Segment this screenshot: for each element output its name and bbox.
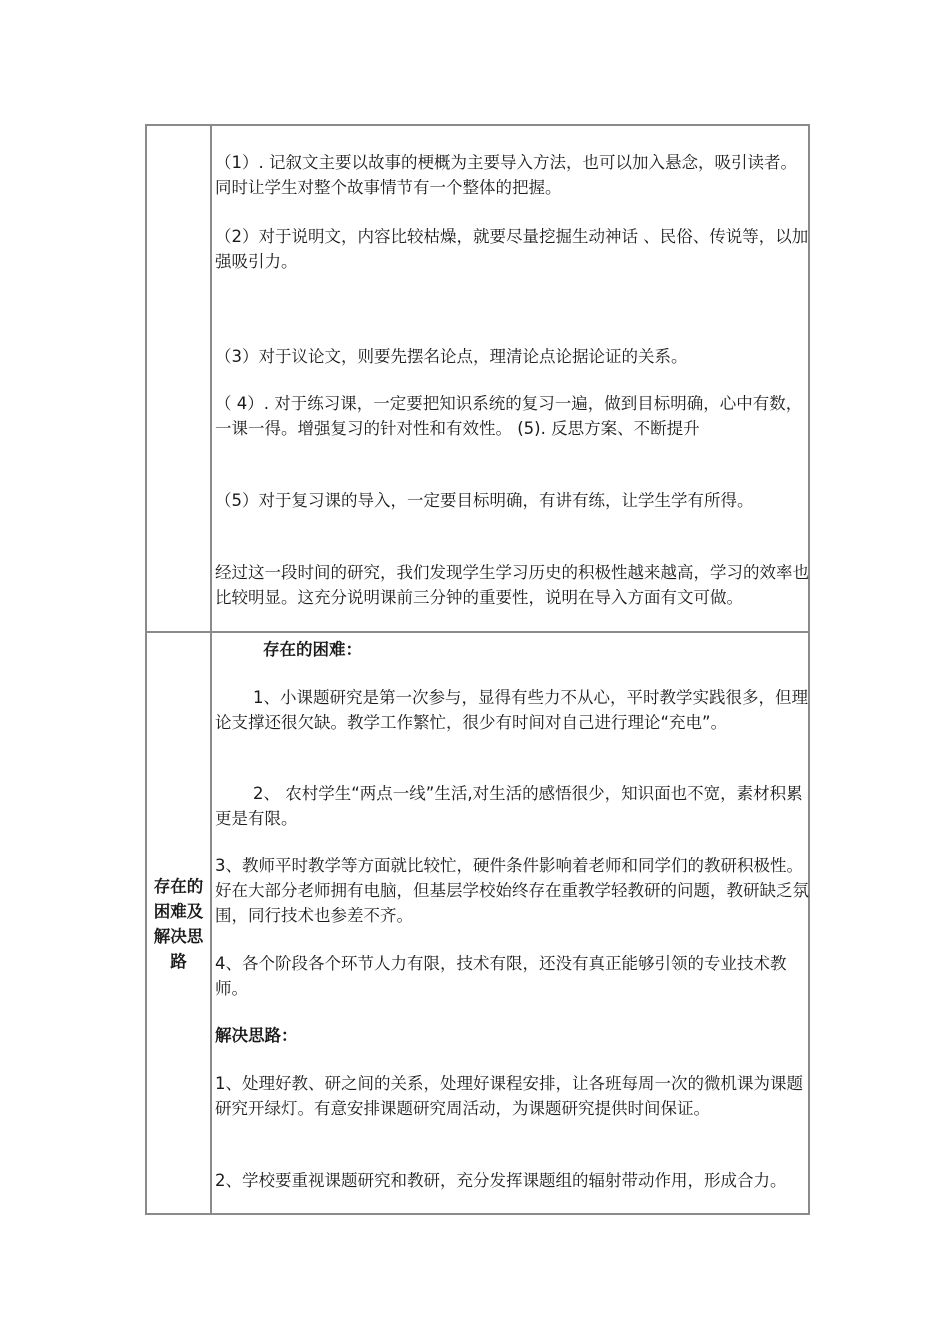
- report-table: [145, 124, 810, 1215]
- paragraph: （5）对于复习课的导入，一定要目标明确，有讲有练，让学生学有所得。: [215, 491, 754, 510]
- label-line: 路: [170, 952, 187, 971]
- label-line: 困难及: [153, 902, 204, 921]
- paragraph: （2）对于说明文，内容比较枯燥，就要尽量挖掘生动神话 、民俗、传说等，以加强吸引力。: [215, 227, 809, 271]
- paragraph: 经过这一段时间的研究，我们发现学生学习历史的积极性越来越高，学习的效率也比较明显。这充分说明课前三分钟的重要性，说明在导入方面有文可做。: [215, 563, 809, 607]
- paragraph: （ 4）. 对于练习课，一定要把知识系统的复习一遍，做到目标明确，心中有数，一课一得。增强复习的针对性和有效性。 (5). 反思方案、不断提升: [215, 394, 803, 438]
- difficulty-item: 2、 农村学生“两点一线”生活,对生活的感悟很少，知识面也不宽，素材积累更是有限。: [215, 784, 803, 828]
- solutions-heading: 解决思路：: [215, 1026, 298, 1045]
- label-line: 存在的: [153, 877, 204, 896]
- difficulty-item: 4、各个阶段各个环节人力有限，技术有限，还没有真正能够引领的专业技术教师。: [215, 954, 787, 998]
- solution-item: 2、学校要重视课题研究和教研，充分发挥课题组的辐射带动作用，形成合力。: [215, 1171, 787, 1190]
- solution-item: 1、处理好教、研之间的关系，处理好课程安排，让各班每周一次的微机课为课题研究开绿灯。有意安排课题研究周活动，为课题研究提供时间保证。: [215, 1074, 803, 1118]
- row-divider: [147, 631, 808, 633]
- difficulties-heading: 存在的困难：: [263, 640, 362, 659]
- paragraph: （1）. 记叙文主要以故事的梗概为主要导入方法，也可以加入悬念，吸引读者。同时让学生对整个故事情节有一个整体的把握。: [215, 153, 797, 197]
- label-line: 解决思: [153, 927, 204, 946]
- paragraph: （3）对于议论文，则要先摆名论点，理清论点论据论证的关系。: [215, 347, 688, 366]
- difficulty-item: 3、教师平时教学等方面就比较忙，硬件条件影响着老师和同学们的教研积极性。好在大部分老师拥有电脑，但基层学校始终存在重教学轻教研的问题，教研缺乏氛围，同行技术也参差不齐。: [215, 856, 809, 925]
- row2-label: [147, 874, 210, 974]
- column-divider: [210, 126, 212, 1213]
- difficulty-item: 1、小课题研究是第一次参与，显得有些力不从心，平时教学实践很多，但理论支撑还很欠缺。教学工作繁忙，很少有时间对自己进行理论“充电”。: [215, 688, 808, 732]
